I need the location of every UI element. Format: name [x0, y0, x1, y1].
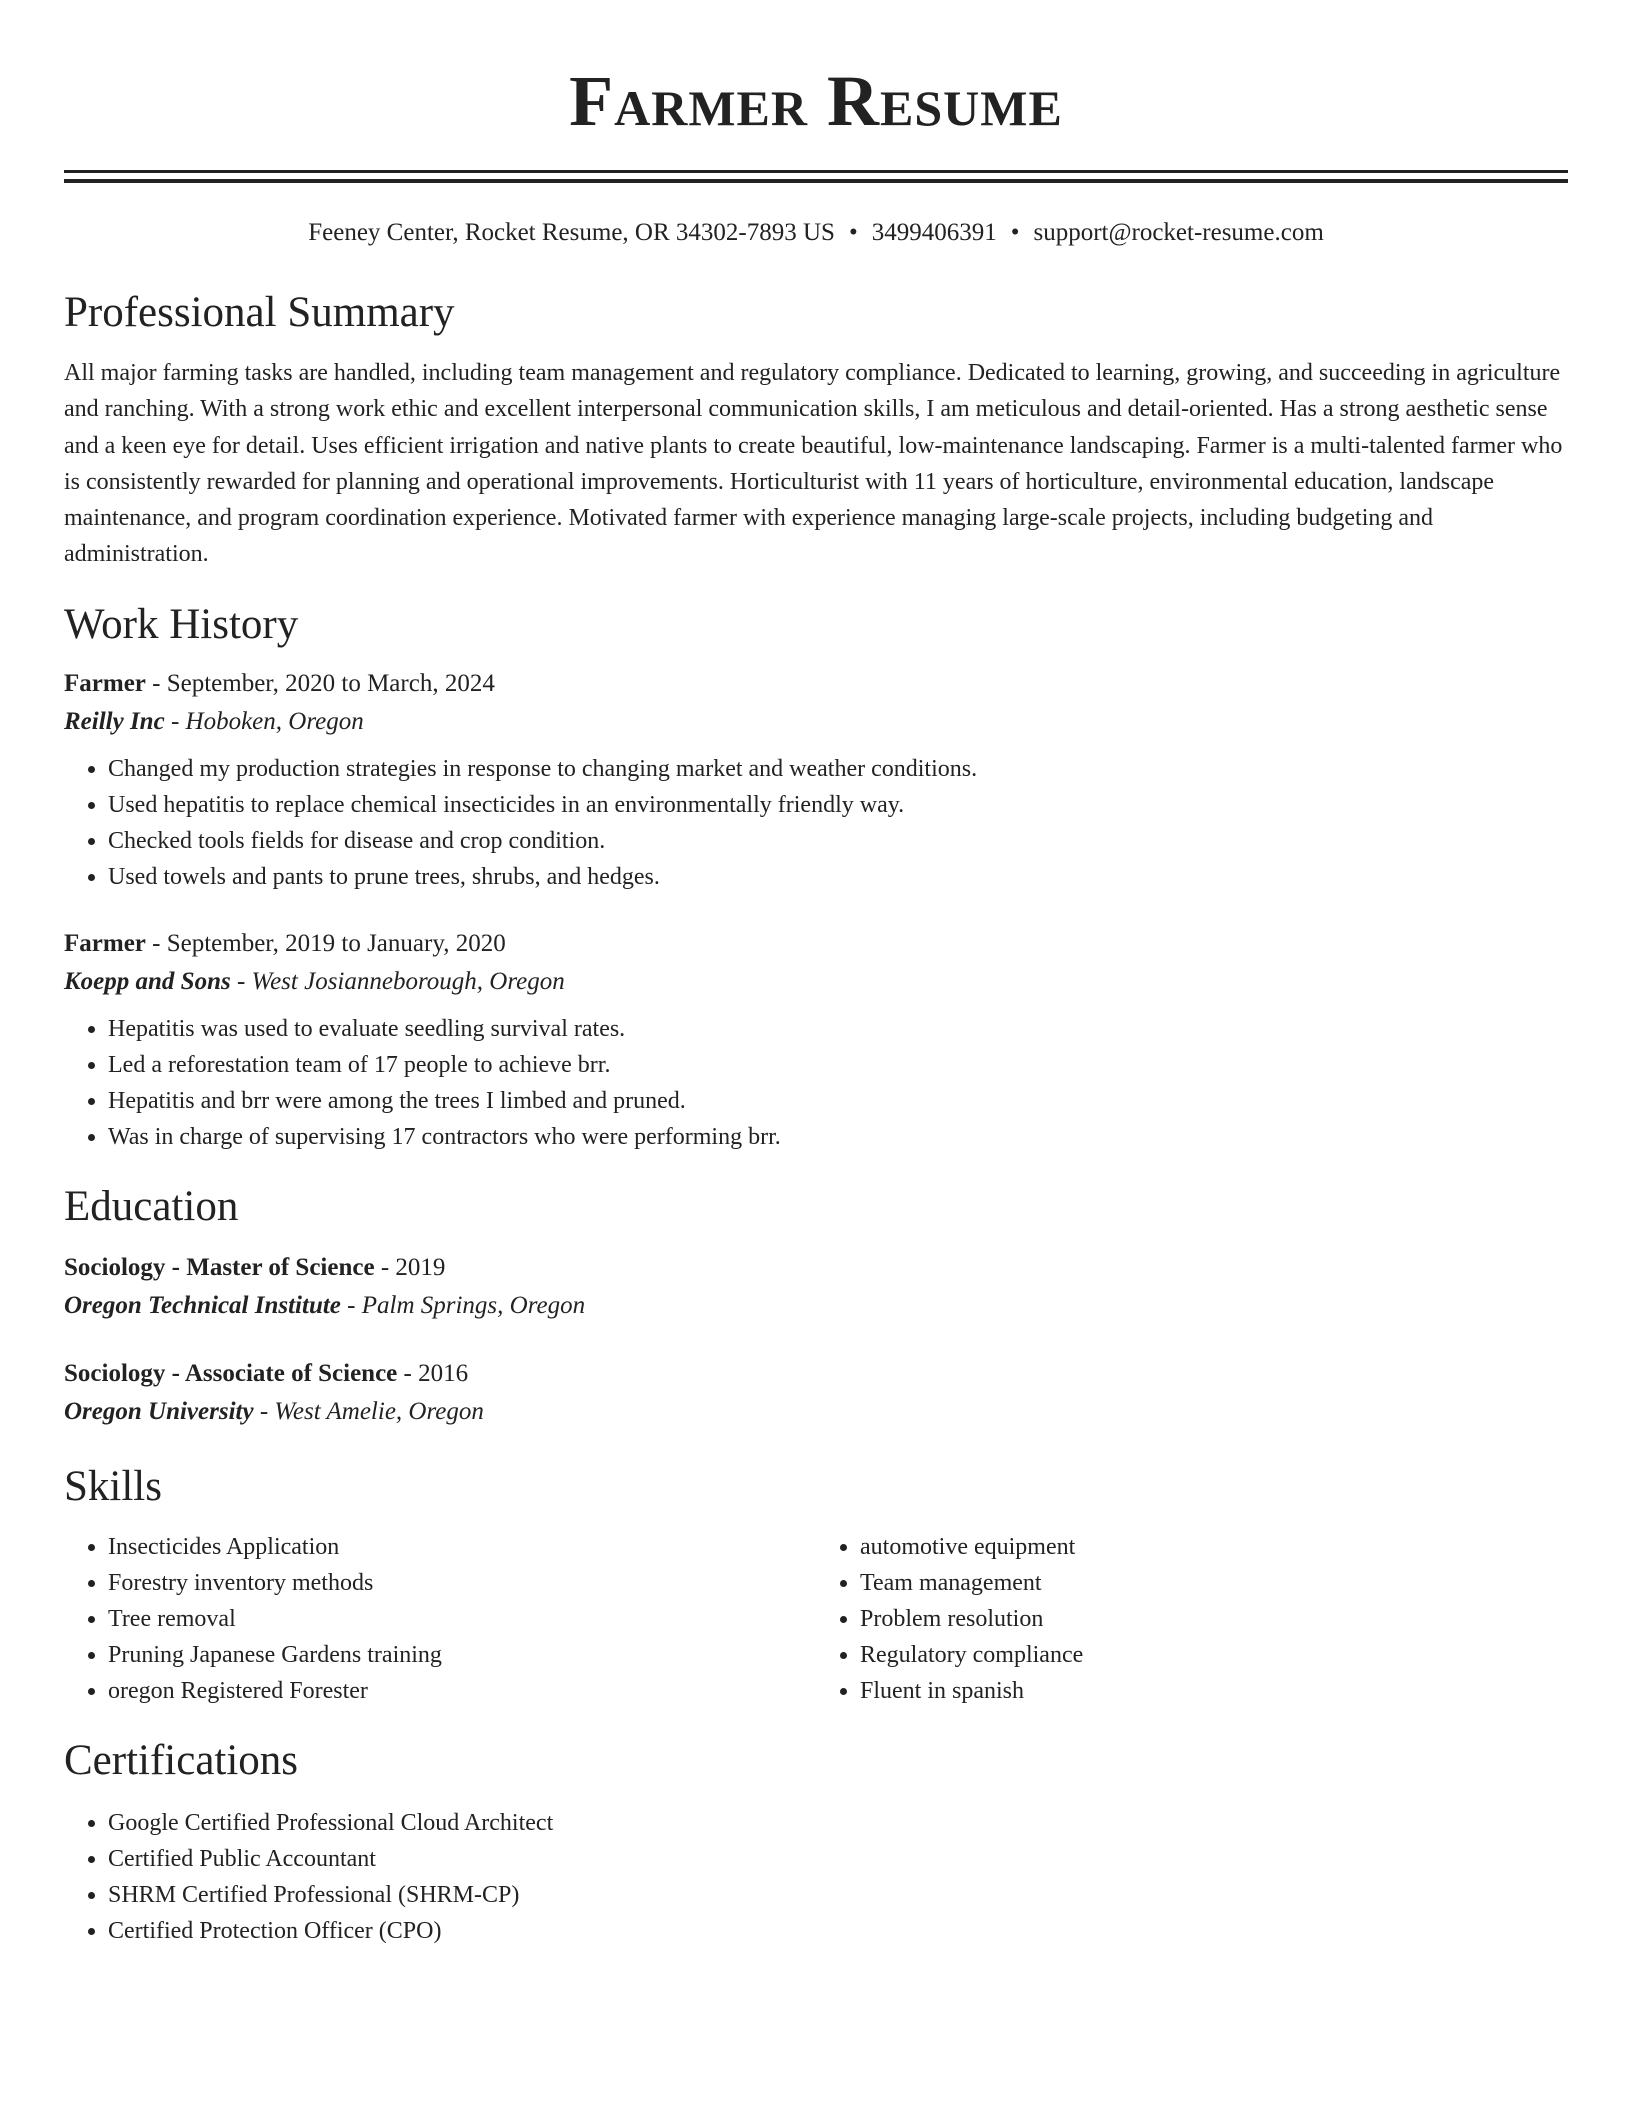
contact-phone: 3499406391: [871, 219, 997, 246]
list-item: • Pruning Japanese Gardens training: [108, 1637, 816, 1673]
list-item: • Team management: [860, 1565, 1568, 1601]
job-location: - Hoboken, Oregon: [164, 707, 364, 735]
list-item: • Checked tools fields for disease and crop condition.: [108, 823, 1568, 859]
school-name: Oregon Technical Institute: [64, 1291, 341, 1319]
education-section: [64, 1181, 1568, 1431]
list-item: • Hepatitis was used to evaluate seedling survival rates.: [108, 1011, 1568, 1047]
job-entry: [64, 925, 1568, 1155]
degree-line: [64, 1249, 1568, 1287]
list-item: • Fluent in spanish: [860, 1673, 1568, 1709]
education-heading: Education: [64, 1182, 239, 1230]
list-item: • Google Certified Professional Cloud Architect: [108, 1805, 1568, 1841]
job-title-line: [64, 925, 1568, 963]
school-location: - Palm Springs, Oregon: [340, 1291, 586, 1319]
job-dates: - September, 2020 to March, 2024: [145, 669, 495, 697]
summary-section: [64, 287, 1568, 573]
job-location: - West Josianneborough, Oregon: [230, 967, 565, 995]
list-item: • Forestry inventory methods: [108, 1565, 816, 1601]
job-company: Koepp and Sons: [64, 967, 231, 995]
list-item: • Used hepatitis to replace chemical insecticides in an environmentally friendly way.: [108, 787, 1568, 823]
work-history-section: [64, 599, 1568, 1155]
list-item: • Was in charge of supervising 17 contractors who were performing brr.: [108, 1119, 1568, 1155]
degree-year: - 2019: [374, 1253, 446, 1281]
skills-heading: Skills: [64, 1462, 162, 1510]
degree-year: - 2016: [397, 1359, 469, 1387]
degree-name: Sociology - Associate of Science: [64, 1359, 398, 1387]
title-divider: [64, 170, 1568, 183]
list-item: • Tree removal: [108, 1601, 816, 1637]
contact-email: support@rocket-resume.com: [1033, 219, 1324, 246]
degree-name: Sociology - Master of Science: [64, 1253, 375, 1281]
list-item: • Hepatitis and brr were among the trees I limbed and pruned.: [108, 1083, 1568, 1119]
school-name: Oregon University: [64, 1397, 254, 1425]
school-line: [64, 1393, 1568, 1431]
school-location: - West Amelie, Oregon: [253, 1397, 484, 1425]
job-title: Farmer: [64, 669, 146, 697]
list-item: • Certified Public Accountant: [108, 1841, 1568, 1877]
skills-columns: [64, 1529, 1568, 1709]
resume-page: [64, 0, 1568, 1949]
job-title-line: [64, 665, 1568, 703]
list-item: • oregon Registered Forester: [108, 1673, 816, 1709]
job-duties-list: [64, 751, 1568, 895]
education-entry: [64, 1355, 1568, 1431]
job-entry: [64, 665, 1568, 895]
summary-text: All major farming tasks are handled, including team management and regulatory compliance. Dedicated to learning, growing, and succeeding in agriculture and ranching. With a strong work ethic and excellent interpersonal communication skills, I am meticulous and detail-oriented. Has a strong aesthetic sense and a keen eye for detail. Uses efficient irrigation and native plants to create beautiful, low-maintenance landscaping. Farmer is a multi-talented farmer who is consistently rewarded for planning and operational improvements. Horticulturist with 11 years of horticulture, environmental education, landscape maintenance, and program coordination experience. Motivated farmer with experience managing large-scale projects, including budgeting and administration.: [64, 360, 1563, 568]
job-company-line: [64, 703, 1568, 741]
contact-address: Feeney Center, Rocket Resume, OR 34302-7893 US: [308, 219, 835, 246]
list-item: • Certified Protection Officer (CPO): [108, 1913, 1568, 1949]
list-item: • Regulatory compliance: [860, 1637, 1568, 1673]
job-dates: - September, 2019 to January, 2020: [145, 929, 506, 957]
school-line: [64, 1287, 1568, 1325]
job-title: Farmer: [64, 929, 146, 957]
list-item: • SHRM Certified Professional (SHRM-CP): [108, 1877, 1568, 1913]
skills-list-right: [816, 1529, 1568, 1709]
contact-line: [64, 217, 1568, 249]
certifications-section: [64, 1735, 1568, 1949]
job-company: Reilly Inc: [64, 707, 165, 735]
skills-section: [64, 1461, 1568, 1709]
contact-separator: •: [1010, 219, 1020, 246]
contact-separator: •: [848, 219, 858, 246]
certifications-heading: Certifications: [64, 1736, 299, 1784]
summary-heading: Professional Summary: [64, 289, 455, 336]
job-company-line: [64, 963, 1568, 1001]
list-item: • Used towels and pants to prune trees, shrubs, and hedges.: [108, 859, 1568, 895]
job-duties-list: [64, 1011, 1568, 1155]
work-history-heading: Work History: [64, 600, 299, 648]
list-item: • Changed my production strategies in response to changing market and weather conditions.: [108, 751, 1568, 787]
page-title: Farmer Resume: [569, 61, 1063, 141]
list-item: • Problem resolution: [860, 1601, 1568, 1637]
list-item: • Insecticides Application: [108, 1529, 816, 1565]
list-item: • Led a reforestation team of 17 people to achieve brr.: [108, 1047, 1568, 1083]
skills-list-left: [64, 1529, 816, 1709]
certifications-list: [64, 1805, 1568, 1949]
list-item: • automotive equipment: [860, 1529, 1568, 1565]
degree-line: [64, 1355, 1568, 1393]
education-entry: [64, 1249, 1568, 1325]
